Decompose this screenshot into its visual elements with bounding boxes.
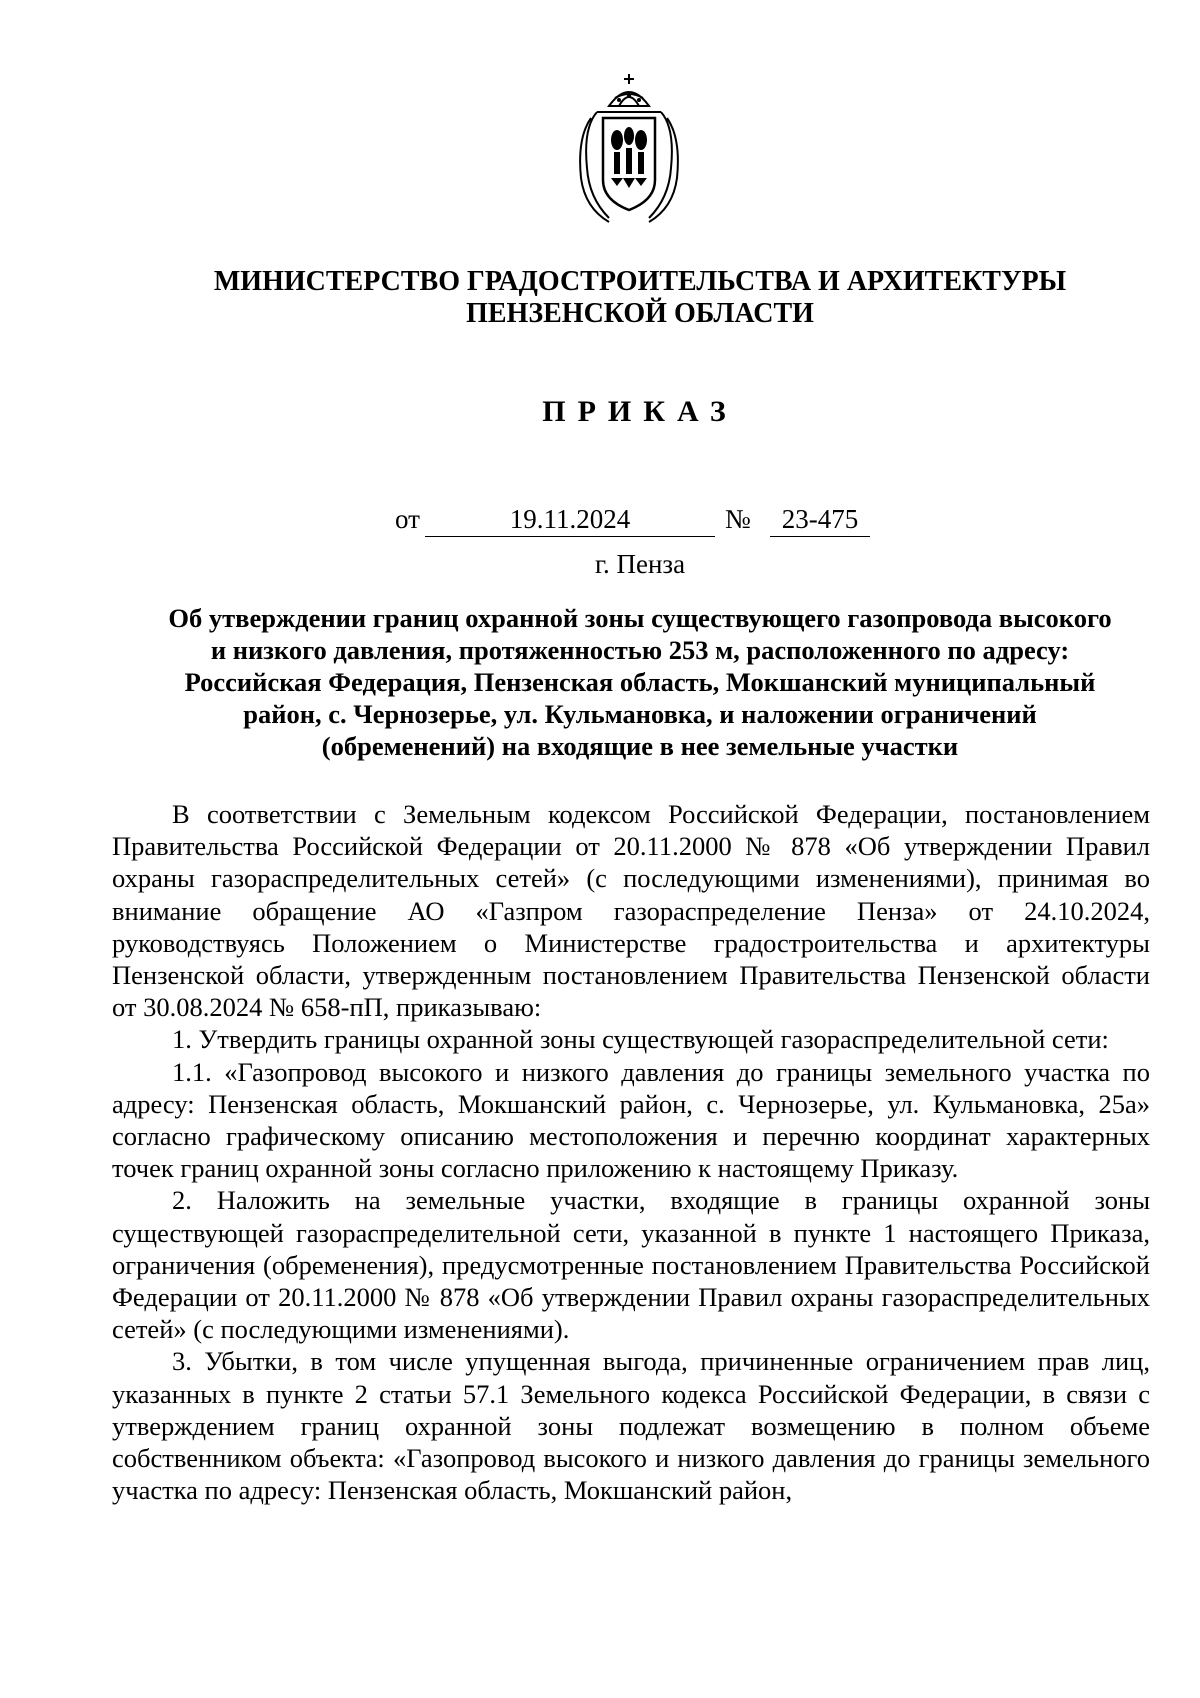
document-type: ПРИКАЗ xyxy=(542,395,738,428)
document-number: 23-475 xyxy=(770,502,870,537)
title-line: (обременений) на входящие в нее земельные участки xyxy=(321,731,959,761)
number-prefix: № xyxy=(725,504,751,534)
title-line: район, с. Чернозерье, ул. Кульмановка, и наложении ограничений xyxy=(243,699,1037,729)
clause-1: 1. Утвердить границы охранной зоны существующей газораспределительной сети: xyxy=(172,1024,1109,1055)
clause-3: 3. Убытки, в том числе упущенная выгода, причиненные ограничением прав лиц, указанных в пункте 2 статьи 57.1 Земельного кодекса Российской Федерации, в связи с утверждением границ охранной зоны подлежат возмещению в полном объеме собственником объекта: «Газопровод высокого и низкого давления до границы земельного участка по адресу: Пензенская область, Мокшанский район, xyxy=(112,1346,1150,1506)
title-line: и низкого давления, протяженностью 253 м, расположенного по адресу: xyxy=(210,635,1070,665)
city: г. Пенза xyxy=(594,549,686,579)
title-line: Об утверждении границ охранной зоны существующего газопровода высокого xyxy=(168,603,1112,633)
document-date: 19.11.2024 xyxy=(425,502,715,537)
date-number-row xyxy=(100,502,1180,536)
preamble-paragraph: В соответствии с Земельным кодексом Российской Федерации, постановлением Правительства Российской Федерации от 20.11.2000 № 878 «Об утверждении Правил охраны газораспределительных сетей» (с последующими изменениями), принимая во внимание обращение АО «Газпром газораспределение Пенза» от 24.10.2024, руководствуясь Положением о Министерстве градостроительства и архитектуры Пензенской области, утвержденным постановлением Правительства Пензенской области от 30.08.2024 № 658-пП, приказываю: xyxy=(112,799,1150,1023)
document-title xyxy=(120,602,1160,762)
ministry-name-line1: МИНИСТЕРСТВО ГРАДОСТРОИТЕЛЬСТВА И АРХИТЕКТУРЫ xyxy=(213,266,1067,297)
date-prefix: от xyxy=(395,504,420,534)
coat-of-arms-icon xyxy=(569,68,689,228)
clause-2: 2. Наложить на земельные участки, входящие в границы охранной зоны существующей газораспределительной сети, указанной в пункте 1 настоящего Приказа, ограничения (обременения), предусмотренные постановлением Правительства Российской Федерации от 20.11.2000 № 878 «Об утверждении Правил охраны газораспределительных сетей» (с последующими изменениями). xyxy=(112,1185,1150,1345)
title-line: Российская Федерация, Пензенская область, Мокшанский муниципальный xyxy=(184,667,1096,697)
clause-1-1: 1.1. «Газопровод высокого и низкого давления до границы земельного участка по адресу: Пензенская область, Мокшанский район, с. Чернозерье, ул. Кульмановка, 25а» согласно графическому описанию местоположения и перечню координат характерных точек границ охранной зоны согласно приложению к настоящему Приказу. xyxy=(112,1056,1150,1184)
ministry-name-line2: ПЕНЗЕНСКОЙ ОБЛАСТИ xyxy=(466,298,814,329)
document-body xyxy=(112,798,1150,1506)
